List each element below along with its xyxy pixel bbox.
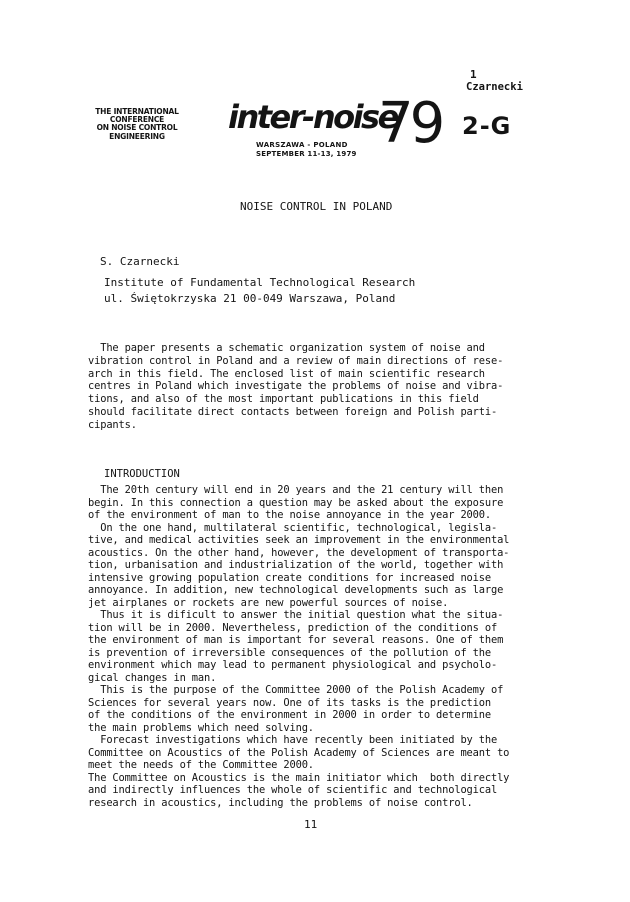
text-line: should facilitate direct contacts between foreign and Polish parti-	[88, 405, 498, 418]
text-line: Committee on Acoustics of the Polish Academy of Sciences are meant to	[88, 746, 510, 759]
affiliation-address: ul. Świętokrzyska 21 00-049 Warszawa, Poland	[104, 292, 396, 305]
conference-name-block	[88, 108, 186, 141]
text-line: centres in Poland which investigate the problems of noise and vibra-	[88, 380, 504, 393]
text-line: arch in this field. The enclosed list of main scientific research	[88, 367, 485, 380]
introduction-body	[88, 484, 548, 809]
text-line: and indirectly influences the whole of scientific and technological	[88, 784, 498, 796]
text-line: the main problems which need solving.	[88, 721, 314, 734]
text-line: The paper presents a schematic organization system of noise and	[88, 342, 485, 354]
text-line: Forecast investigations which have recently been initiated by the	[88, 734, 498, 746]
inter-noise-logo: inter-noise	[228, 98, 397, 136]
conference-line: THE INTERNATIONAL	[95, 107, 179, 116]
text-line: environment which may lead to permanent physiological and psycholo-	[88, 659, 498, 671]
affiliation-line: Institute of Fundamental Technological Research	[104, 276, 416, 289]
conference-line: ON NOISE CONTROL	[96, 123, 178, 133]
logo-dates: SEPTEMBER 11-13, 1979	[256, 150, 357, 158]
text-line: meet the needs of the Committee 2000.	[88, 759, 314, 771]
logo-year: 79	[378, 91, 442, 156]
paper-title: NOISE CONTROL IN POLAND	[240, 200, 393, 213]
session-code: 2-G	[462, 112, 512, 140]
text-line: cipants.	[88, 418, 137, 431]
text-line: The Committee on Acoustics is the main initiator which both directly	[88, 771, 510, 784]
text-line: research in acoustics, including the problems of noise control.	[88, 796, 473, 809]
text-line: jet airplanes or rockets are new powerful sources of noise.	[88, 596, 449, 609]
text-line: Sciences for several years now. One of its tasks is the prediction	[88, 696, 491, 709]
text-line: intensive growing population create conditions for increased noise	[88, 571, 491, 584]
text-line: the environment of man is important for several reasons. One of them	[88, 634, 504, 646]
header-author: Czarnecki	[466, 81, 523, 93]
logo-city: WARSZAWA - POLAND	[256, 141, 348, 149]
text-line: vibration control in Poland and a review of main directions of rese-	[88, 354, 504, 367]
text-line: tion will be in 2000. Nevertheless, prediction of the conditions of	[88, 621, 498, 634]
text-line: begin. In this connection a question may be asked about the exposure	[88, 496, 504, 509]
text-line: tive, and medical activities seek an improvement in the environmental	[88, 534, 510, 546]
text-line: The 20th century will end in 20 years and the 21 century will then	[88, 484, 504, 496]
text-line: tions, and also of the most important publications in this field	[88, 393, 479, 406]
abstract	[88, 342, 548, 432]
page-number-top: 1	[470, 68, 477, 81]
text-line: gical changes in man.	[88, 671, 217, 684]
text-line: On the one hand, multilateral scientific, technological, legisla-	[88, 521, 498, 534]
section-heading: INTRODUCTION	[104, 468, 180, 480]
text-line: of the conditions of the environment in 2000 in order to determine	[88, 709, 491, 721]
author-name: S. Czarnecki	[100, 255, 180, 268]
conference-line: ENGINEERING	[109, 131, 165, 141]
text-line: is prevention of irreversible consequences of the pollution of the	[88, 646, 491, 659]
text-line: acoustics. On the other hand, however, the development of transporta-	[88, 546, 510, 559]
conference-line: CONFERENCE	[109, 115, 165, 125]
page-number-bottom: 11	[304, 818, 318, 831]
text-line: of the environment of man to the noise annoyance in the year 2000.	[88, 509, 491, 521]
text-line: tion, urbanisation and industrialization of the world, together with	[88, 559, 504, 571]
text-line: annoyance. In addition, new technological developments such as large	[88, 584, 504, 596]
text-line: This is the purpose of the Committee 2000 of the Polish Academy of	[88, 684, 504, 696]
text-line: Thus it is dificult to answer the initial question what the situa-	[88, 609, 504, 621]
